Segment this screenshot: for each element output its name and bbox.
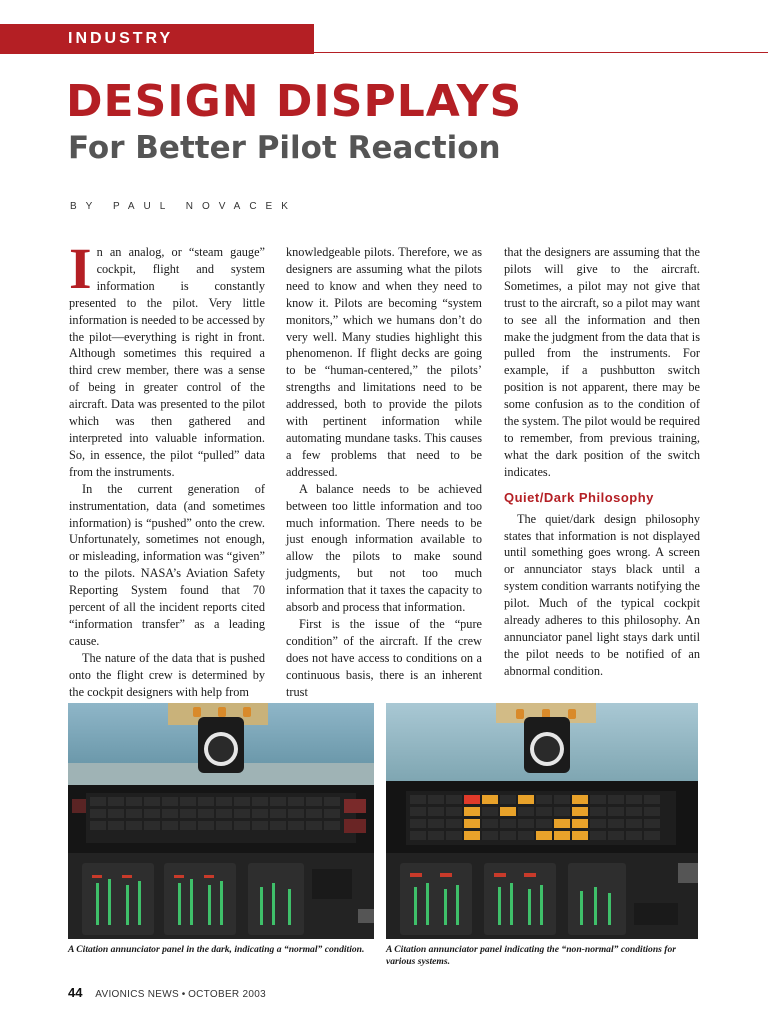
paragraph: A balance needs to be achieved between too little information and too much information. There needs to be just enough information available to allow the pilots to make sound judgments, but not too much information that it taxes the capacity to absorb and process that information. xyxy=(286,481,482,615)
paragraph: The nature of the data that is pushed onto the flight crew is determined by the cockpit designers with help from xyxy=(69,650,265,699)
byline: BY PAUL NOVACEK xyxy=(70,201,297,212)
section-label: INDUSTRY xyxy=(68,30,174,47)
paragraph: The quiet/dark design philosophy states that information is not displayed until something goes wrong. A screen or annunciator stays black until a system condition warrants notifying the pilot. Much of the typical cockpit already adheres to this philosophy. An annunciator panel light stays dark until the pilot needs to be notified of an abnormal condition. xyxy=(504,511,700,678)
photo-caption-right: A Citation annunciator panel indicating the “non-normal” conditions for various systems. xyxy=(386,944,677,967)
page-number: 44 xyxy=(68,985,83,1000)
issue-date: OCTOBER 2003 xyxy=(188,989,266,1000)
subhead: For Better Pilot Reaction xyxy=(68,130,501,166)
article-column-3 xyxy=(504,244,700,680)
headline: DESIGN DISPLAYS xyxy=(66,76,523,127)
drop-cap: I xyxy=(69,236,92,301)
page-footer xyxy=(68,985,266,1000)
article-column-2 xyxy=(286,244,482,700)
article-column-1 xyxy=(69,236,265,700)
photo-caption-left: A Citation annunciator panel in the dark, indicating a “normal” condition. xyxy=(68,944,365,955)
footer-bullet: • xyxy=(181,989,186,1000)
annunciator-lit-photo xyxy=(386,703,698,939)
paragraph: In an analog, or “steam gauge” cockpit, flight and system information is constantly presented to the pilot. Very little information is needed to be accessed by the pilot—everything is right in front. Although sometimes this required a third crew member, there was a sense of being in greater control of the aircraft. Data was presented to the pilot which was then gathered and interpreted into valuable information. So, in essence, the pilot “pulled” data from the instruments. xyxy=(69,236,265,479)
paragraph: knowledgeable pilots. Therefore, we as designers are assuming what the pilots need to know and when they need to know it. Pilots are becoming “system monitors,” which we humans don’t do very well. Many studies highlight this phenomenon. If flight decks are going to be “human-centered,” the pilots’ strengths and limitations need to be addressed, both to provide the pilots with pertinent information while automating mundane tasks. This causes a few problems that need to be addressed. xyxy=(286,245,482,479)
paragraph: In the current generation of instrumentation, data (and sometimes information) is “pushed” onto the crew. Unfortunately, sometimes not enough, or misleading, information was “given” to the pilots. NASA’s Aviation Safety Reporting System found that 70 percent of all the incident reports cited “information transfer” as a leading cause. xyxy=(69,481,265,648)
section-bar xyxy=(0,24,314,54)
subsection-heading: Quiet/Dark Philosophy xyxy=(504,489,654,505)
publication-name: AVIONICS NEWS xyxy=(95,989,179,1000)
paragraph: First is the issue of the “pure condition” of the aircraft. If the crew does not have access to conditions on a continuous basis, there is an inherent trust xyxy=(286,616,482,699)
paragraph: that the designers are assuming that the pilots will give to the aircraft. Sometimes, a pilot may not give that trust to the aircraft, so a pilot may want to see all the information and then make the judgment from the data that is pulled from the instruments. For example, if a pushbutton switch position is not apparent, there may be some confusion as to the condition of the system. The pilot would be required to remember, from previous training, what the dark position of the switch indicates. xyxy=(504,245,700,479)
annunciator-dark-photo xyxy=(68,703,374,939)
header-rule xyxy=(314,52,768,53)
